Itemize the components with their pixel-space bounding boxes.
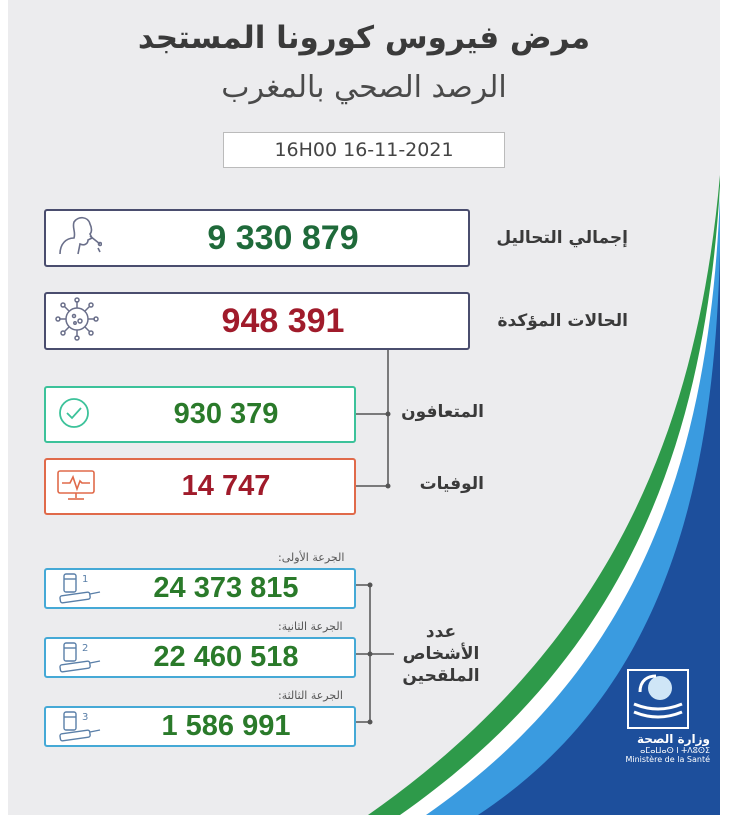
dose2-number: 2 bbox=[82, 642, 89, 654]
deaths-value: 14 747 bbox=[181, 470, 271, 502]
confirmed-label: الحالات المؤكدة bbox=[497, 311, 628, 331]
vaccinated-label bbox=[396, 621, 486, 687]
virus-icon bbox=[54, 296, 100, 346]
recovered-value: 930 379 bbox=[173, 398, 279, 430]
dose1-label: الجرعة الأولى: bbox=[278, 551, 345, 564]
confirmed-box bbox=[44, 292, 470, 350]
vaccine-syringe-icon bbox=[54, 570, 102, 608]
dose1-value: 24 373 815 bbox=[153, 572, 299, 604]
ministry-logo bbox=[620, 668, 710, 764]
ministry-name-fr: Ministère de la Santé bbox=[625, 755, 710, 764]
dose1-number: 1 bbox=[82, 573, 89, 585]
heart-monitor-icon bbox=[54, 465, 98, 509]
check-circle-icon bbox=[54, 393, 94, 437]
tests-value: 9 330 879 bbox=[207, 218, 359, 257]
deaths-label: الوفيات bbox=[419, 474, 484, 494]
vaccinated-label-line1: عدد bbox=[425, 622, 457, 642]
recovered-box bbox=[44, 386, 356, 443]
dose3-label: الجرعة الثالثة: bbox=[278, 689, 343, 702]
vaccinated-label-line3: الملقحين bbox=[402, 666, 480, 686]
deaths-box bbox=[44, 458, 356, 515]
dose3-box bbox=[44, 706, 356, 747]
ministry-emblem-icon bbox=[626, 668, 690, 730]
vaccine-syringe-icon bbox=[54, 708, 102, 746]
test-swab-icon bbox=[54, 214, 102, 262]
dose2-box bbox=[44, 637, 356, 678]
page-subtitle: الرصد الصحي بالمغرب bbox=[221, 70, 507, 105]
tests-label: إجمالي التحاليل bbox=[496, 228, 628, 248]
page-title: مرض فيروس كورونا المستجد bbox=[137, 20, 591, 56]
dose3-number: 3 bbox=[82, 711, 89, 723]
tests-box bbox=[44, 209, 470, 267]
recovered-label: المتعافون bbox=[401, 402, 484, 422]
dose2-label: الجرعة الثانية: bbox=[278, 620, 343, 633]
vaccinated-label-line2: الأشخاص bbox=[402, 644, 480, 664]
ministry-name-tf: ⴰⵎⴰⵡⴰⵙ ⵏ ⵜⴷⵓⵙⵉ bbox=[640, 746, 710, 755]
ministry-name-ar: وزارة الصحة bbox=[636, 732, 710, 746]
infographic-card bbox=[8, 0, 720, 815]
dose2-value: 22 460 518 bbox=[153, 641, 299, 673]
dose3-value: 1 586 991 bbox=[161, 710, 291, 742]
vaccine-syringe-icon bbox=[54, 639, 102, 677]
report-date: 16H00 16-11-2021 bbox=[223, 132, 505, 168]
confirmed-value: 948 391 bbox=[221, 301, 345, 340]
dose1-box bbox=[44, 568, 356, 609]
